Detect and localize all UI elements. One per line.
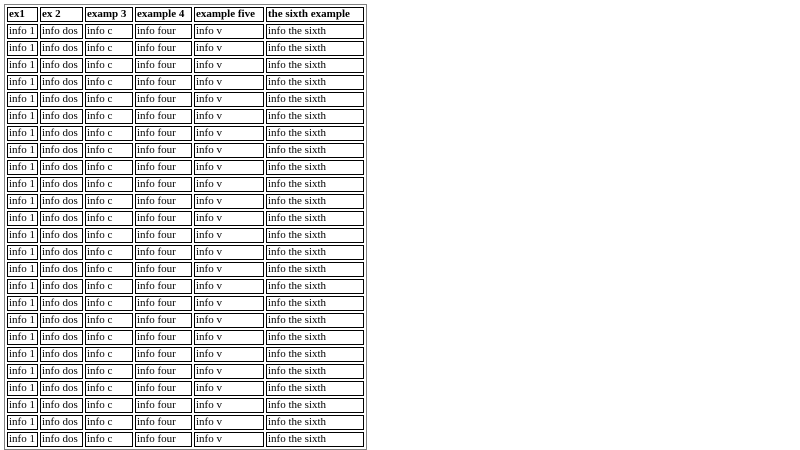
table-cell: info the sixth xyxy=(266,296,364,311)
table-cell: info dos xyxy=(40,432,83,447)
table-cell: info v xyxy=(194,398,264,413)
table-cell: info four xyxy=(135,330,192,345)
table-row xyxy=(7,279,364,294)
table-cell: info v xyxy=(194,279,264,294)
table-cell: info v xyxy=(194,211,264,226)
table-cell: info dos xyxy=(40,177,83,192)
table-cell: info the sixth xyxy=(266,92,364,107)
table-cell: info the sixth xyxy=(266,58,364,73)
table-cell: info dos xyxy=(40,262,83,277)
table-cell: info dos xyxy=(40,211,83,226)
table-cell: info 1 xyxy=(7,415,38,430)
table-cell: info four xyxy=(135,109,192,124)
table-cell: info the sixth xyxy=(266,262,364,277)
table-cell: info four xyxy=(135,126,192,141)
table-cell: info four xyxy=(135,262,192,277)
table-row xyxy=(7,262,364,277)
table-cell: info v xyxy=(194,296,264,311)
table-cell: info 1 xyxy=(7,160,38,175)
table-cell: info c xyxy=(85,381,133,396)
table-cell: info v xyxy=(194,194,264,209)
table-cell: info four xyxy=(135,41,192,56)
table-cell: info dos xyxy=(40,347,83,362)
table-cell: info v xyxy=(194,245,264,260)
table-cell: info 1 xyxy=(7,313,38,328)
table-cell: info dos xyxy=(40,41,83,56)
table-row xyxy=(7,177,364,192)
table-cell: info c xyxy=(85,262,133,277)
table-cell: info dos xyxy=(40,58,83,73)
table-cell: info 1 xyxy=(7,143,38,158)
table-row xyxy=(7,364,364,379)
table-cell: info the sixth xyxy=(266,364,364,379)
table-cell: info c xyxy=(85,109,133,124)
table-cell: info v xyxy=(194,75,264,90)
table-header xyxy=(7,7,364,22)
table-row xyxy=(7,228,364,243)
table-cell: info dos xyxy=(40,24,83,39)
table-cell: info c xyxy=(85,245,133,260)
table-cell: info v xyxy=(194,41,264,56)
table-row xyxy=(7,58,364,73)
table-cell: info c xyxy=(85,364,133,379)
table-cell: info 1 xyxy=(7,296,38,311)
table-cell: info c xyxy=(85,75,133,90)
table-row xyxy=(7,313,364,328)
table-cell: info the sixth xyxy=(266,75,364,90)
table-cell: info v xyxy=(194,177,264,192)
table-cell: info four xyxy=(135,160,192,175)
table-cell: info four xyxy=(135,24,192,39)
table-cell: info dos xyxy=(40,109,83,124)
table-cell: info v xyxy=(194,347,264,362)
table-row xyxy=(7,330,364,345)
table-cell: info the sixth xyxy=(266,415,364,430)
table-cell: info four xyxy=(135,143,192,158)
table-cell: info the sixth xyxy=(266,143,364,158)
table-cell: info four xyxy=(135,228,192,243)
table-cell: info v xyxy=(194,313,264,328)
data-table xyxy=(4,4,367,450)
table-row xyxy=(7,109,364,124)
table-cell: info four xyxy=(135,279,192,294)
table-cell: info four xyxy=(135,296,192,311)
table-cell: info four xyxy=(135,75,192,90)
table-row xyxy=(7,24,364,39)
table-row xyxy=(7,211,364,226)
table-cell: info 1 xyxy=(7,432,38,447)
table-cell: info v xyxy=(194,432,264,447)
table-cell: info four xyxy=(135,245,192,260)
table-cell: info dos xyxy=(40,381,83,396)
table-cell: info c xyxy=(85,143,133,158)
table-cell: info c xyxy=(85,415,133,430)
table-cell: info the sixth xyxy=(266,330,364,345)
table-cell: info four xyxy=(135,92,192,107)
table-cell: info c xyxy=(85,160,133,175)
table-cell: info the sixth xyxy=(266,109,364,124)
table-cell: info dos xyxy=(40,296,83,311)
table-cell: info the sixth xyxy=(266,398,364,413)
header-row xyxy=(7,7,364,22)
table-cell: info 1 xyxy=(7,177,38,192)
table-cell: info v xyxy=(194,415,264,430)
table-cell: info four xyxy=(135,364,192,379)
table-cell: info four xyxy=(135,415,192,430)
table-cell: info v xyxy=(194,24,264,39)
table-cell: info c xyxy=(85,279,133,294)
table-cell: info four xyxy=(135,313,192,328)
table-row xyxy=(7,143,364,158)
table-cell: info c xyxy=(85,194,133,209)
column-header: ex1 xyxy=(7,7,38,22)
table-cell: info v xyxy=(194,92,264,107)
table-row xyxy=(7,160,364,175)
table-cell: info v xyxy=(194,58,264,73)
table-row xyxy=(7,398,364,413)
table-body xyxy=(7,24,364,447)
table-cell: info c xyxy=(85,177,133,192)
table-cell: info v xyxy=(194,262,264,277)
table-cell: info dos xyxy=(40,228,83,243)
table-cell: info c xyxy=(85,313,133,328)
table-cell: info four xyxy=(135,398,192,413)
column-header: examp 3 xyxy=(85,7,133,22)
table-cell: info four xyxy=(135,211,192,226)
table-cell: info dos xyxy=(40,143,83,158)
table-row xyxy=(7,41,364,56)
table-cell: info 1 xyxy=(7,109,38,124)
table-cell: info 1 xyxy=(7,58,38,73)
table-cell: info dos xyxy=(40,364,83,379)
table-cell: info dos xyxy=(40,160,83,175)
table-cell: info the sixth xyxy=(266,160,364,175)
table-cell: info 1 xyxy=(7,398,38,413)
table-cell: info dos xyxy=(40,330,83,345)
table-cell: info 1 xyxy=(7,228,38,243)
column-header: ex 2 xyxy=(40,7,83,22)
table-cell: info the sixth xyxy=(266,432,364,447)
table-cell: info dos xyxy=(40,415,83,430)
table-row xyxy=(7,415,364,430)
table-cell: info 1 xyxy=(7,262,38,277)
table-cell: info the sixth xyxy=(266,194,364,209)
table-row xyxy=(7,194,364,209)
table-cell: info c xyxy=(85,58,133,73)
table-cell: info c xyxy=(85,92,133,107)
table-cell: info c xyxy=(85,126,133,141)
table-cell: info c xyxy=(85,398,133,413)
column-header: the sixth example xyxy=(266,7,364,22)
table-cell: info dos xyxy=(40,75,83,90)
table-cell: info c xyxy=(85,347,133,362)
table-cell: info 1 xyxy=(7,330,38,345)
table-cell: info dos xyxy=(40,126,83,141)
table-cell: info dos xyxy=(40,194,83,209)
table-row xyxy=(7,92,364,107)
table-cell: info four xyxy=(135,58,192,73)
table-cell: info 1 xyxy=(7,279,38,294)
table-cell: info c xyxy=(85,24,133,39)
table-cell: info 1 xyxy=(7,381,38,396)
table-row xyxy=(7,126,364,141)
table-cell: info v xyxy=(194,364,264,379)
table-cell: info the sixth xyxy=(266,126,364,141)
table-cell: info four xyxy=(135,432,192,447)
table-cell: info 1 xyxy=(7,75,38,90)
table-cell: info 1 xyxy=(7,245,38,260)
table-row xyxy=(7,245,364,260)
table-cell: info v xyxy=(194,143,264,158)
table-cell: info four xyxy=(135,177,192,192)
table-row xyxy=(7,381,364,396)
table-cell: info the sixth xyxy=(266,41,364,56)
table-cell: info dos xyxy=(40,313,83,328)
table-cell: info v xyxy=(194,381,264,396)
table-cell: info dos xyxy=(40,92,83,107)
table-cell: info four xyxy=(135,347,192,362)
table-cell: info 1 xyxy=(7,364,38,379)
table-cell: info v xyxy=(194,109,264,124)
table-cell: info c xyxy=(85,211,133,226)
table-cell: info v xyxy=(194,160,264,175)
table-cell: info c xyxy=(85,228,133,243)
table-row xyxy=(7,75,364,90)
column-header: example five xyxy=(194,7,264,22)
table-cell: info the sixth xyxy=(266,177,364,192)
table-cell: info dos xyxy=(40,245,83,260)
table-cell: info 1 xyxy=(7,194,38,209)
table-cell: info v xyxy=(194,330,264,345)
table-cell: info the sixth xyxy=(266,347,364,362)
table-cell: info four xyxy=(135,381,192,396)
table-cell: info c xyxy=(85,330,133,345)
table-cell: info the sixth xyxy=(266,313,364,328)
table-row xyxy=(7,432,364,447)
table-cell: info the sixth xyxy=(266,381,364,396)
table-cell: info 1 xyxy=(7,92,38,107)
table-cell: info c xyxy=(85,296,133,311)
table-cell: info c xyxy=(85,432,133,447)
column-header: example 4 xyxy=(135,7,192,22)
table-cell: info the sixth xyxy=(266,279,364,294)
table-cell: info the sixth xyxy=(266,228,364,243)
table-cell: info c xyxy=(85,41,133,56)
table-cell: info the sixth xyxy=(266,245,364,260)
table-cell: info four xyxy=(135,194,192,209)
table-cell: info the sixth xyxy=(266,24,364,39)
table-row xyxy=(7,347,364,362)
table-cell: info 1 xyxy=(7,126,38,141)
table-cell: info the sixth xyxy=(266,211,364,226)
table-cell: info v xyxy=(194,228,264,243)
table-cell: info 1 xyxy=(7,24,38,39)
table-cell: info v xyxy=(194,126,264,141)
table-cell: info dos xyxy=(40,279,83,294)
table-cell: info 1 xyxy=(7,211,38,226)
table-cell: info 1 xyxy=(7,347,38,362)
table-cell: info dos xyxy=(40,398,83,413)
table-cell: info 1 xyxy=(7,41,38,56)
table-row xyxy=(7,296,364,311)
